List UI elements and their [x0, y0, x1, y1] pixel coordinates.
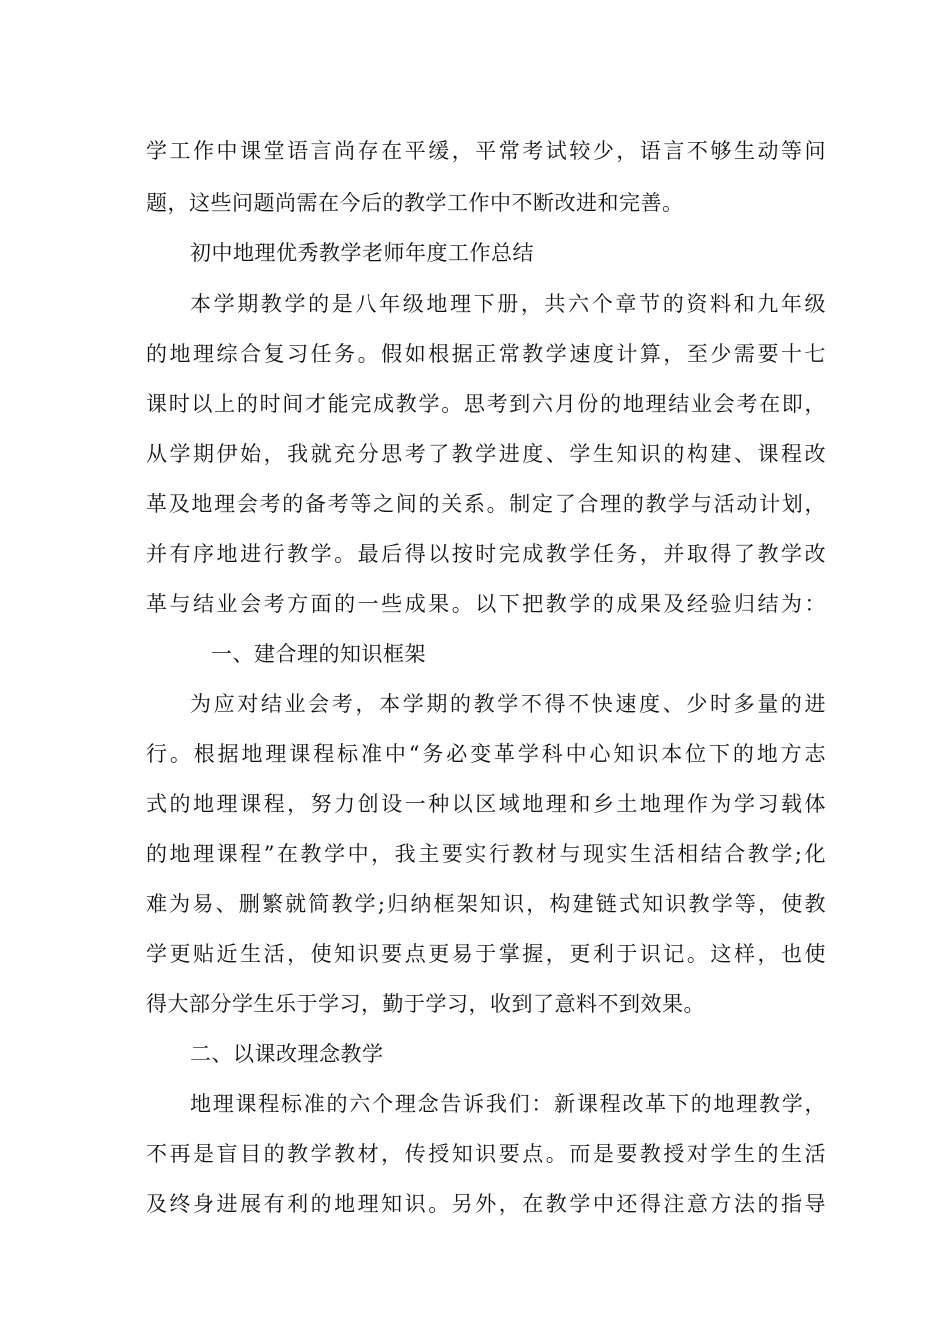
text-line: 学工作中课堂语言尚存在平缓，平常考试较少，语言不够生动等问 — [146, 139, 826, 163]
text-line: 从学期伊始，我就充分思考了教学进度、学生知识的构建、课程改 — [146, 442, 826, 466]
text-line: 不再是盲目的教学教材，传授知识要点。而是要教授对学生的生活 — [146, 1142, 826, 1166]
text-line: 的地理综合复习任务。假如根据正常教学速度计算，至少需要十七 — [146, 342, 826, 366]
text-line: 并有序地进行教学。最后得以按时完成教学任务，并取得了教学改 — [146, 542, 826, 566]
text-line: 为应对结业会考，本学期的教学不得不快速度、少时多量的进 — [190, 692, 826, 716]
section-heading: 二、以课改理念教学 — [190, 1042, 384, 1066]
text-line: 式的地理课程，努力创设一种以区域地理和乡土地理作为学习载体 — [146, 792, 826, 816]
text-line: 革及地理会考的备考等之间的关系。制定了合理的教学与活动计划， — [146, 492, 826, 516]
text-line: 革与结业会考方面的一些成果。以下把教学的成果及经验归结为： — [146, 592, 826, 616]
text-line: 课时以上的时间才能完成教学。思考到六月份的地理结业会考在即， — [146, 392, 826, 416]
text-line: 及终身进展有利的地理知识。另外，在教学中还得注意方法的指导 — [146, 1192, 826, 1216]
section-heading: 一、建合理的知识框架 — [211, 642, 426, 666]
text-line: 的地理课程”在教学中，我主要实行教材与现实生活相结合教学;化 — [146, 842, 826, 866]
text-line: 题，这些问题尚需在今后的教学工作中不断改进和完善。 — [146, 191, 684, 215]
text-line: 地理课程标准的六个理念告诉我们：新课程改革下的地理教学， — [190, 1092, 826, 1116]
text-line: 得大部分学生乐于学习，勤于学习，收到了意料不到效果。 — [146, 992, 705, 1016]
text-line: 行。根据地理课程标准中“务必变革学科中心知识本位下的地方志 — [146, 742, 826, 766]
text-line: 难为易、删繁就简教学;归纳框架知识，构建链式知识教学等，使教 — [146, 892, 826, 916]
section-heading: 初中地理优秀教学老师年度工作总结 — [190, 241, 534, 265]
text-line: 学更贴近生活，使知识要点更易于掌握，更利于识记。这样，也使 — [146, 942, 826, 966]
text-line: 本学期教学的是八年级地理下册，共六个章节的资料和九年级 — [190, 292, 826, 316]
